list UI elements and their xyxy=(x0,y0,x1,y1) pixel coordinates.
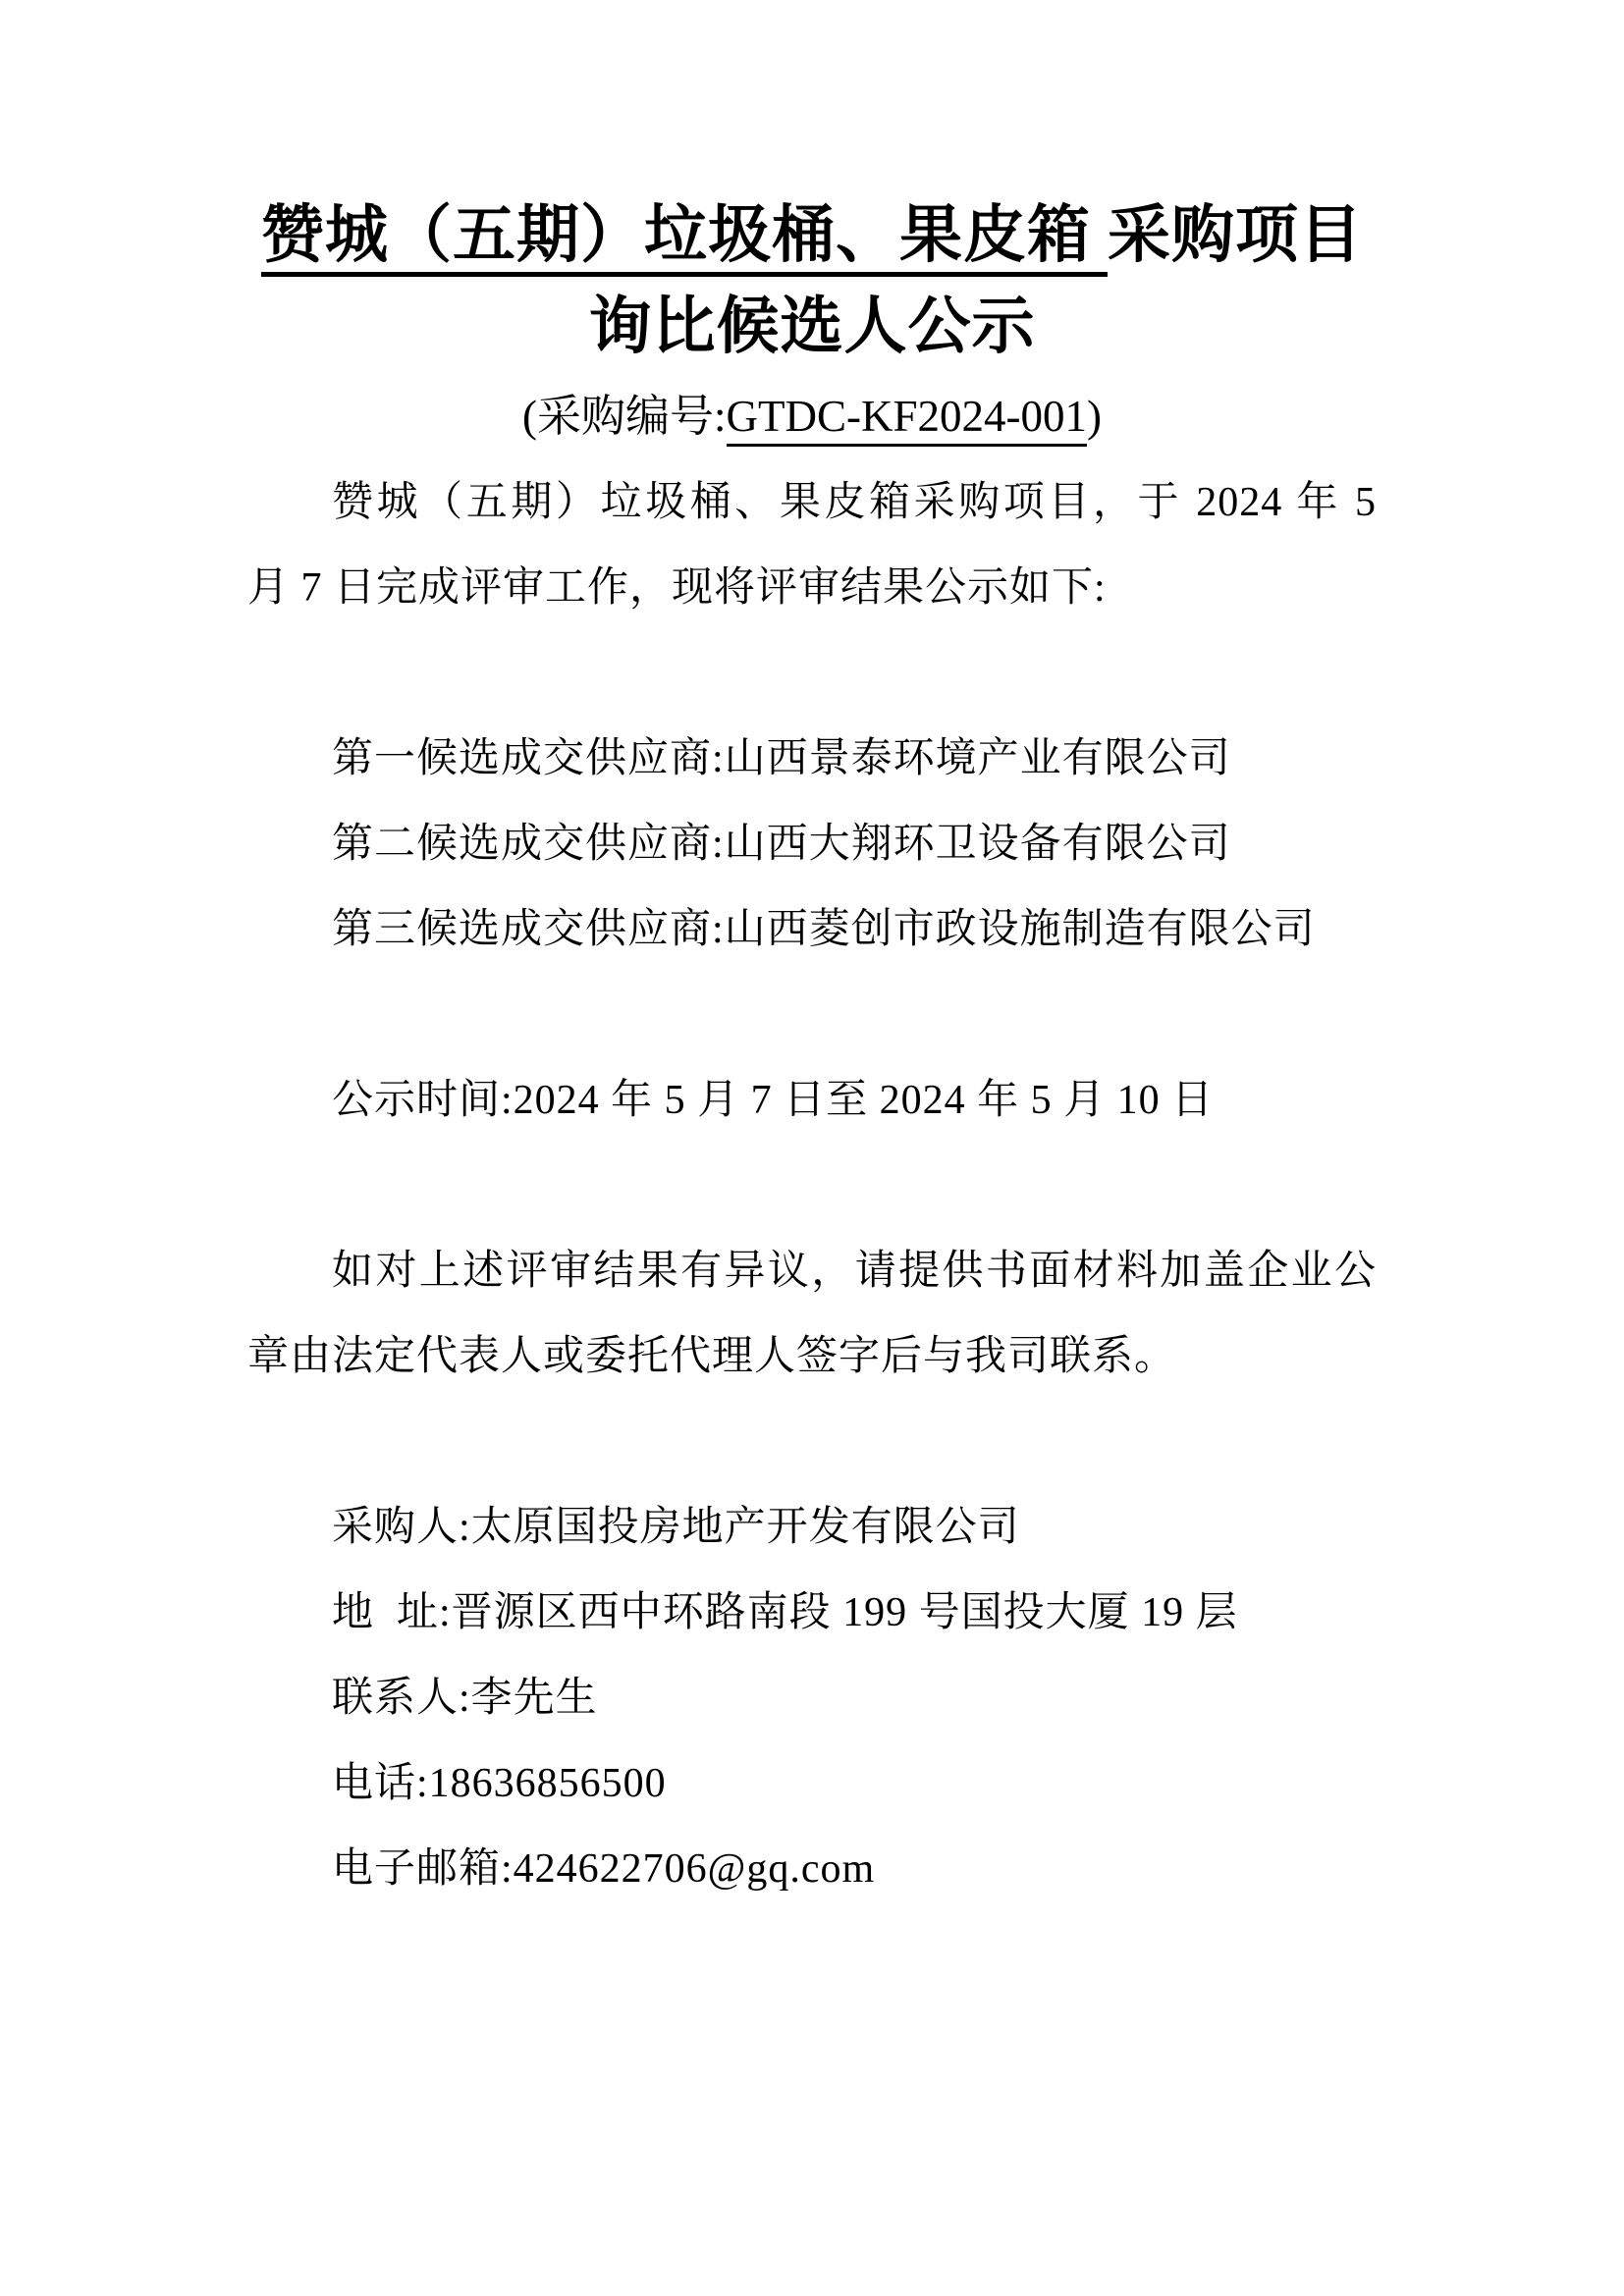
text-line: 章由法定代表人或委托代理人签字后与我司联系。 xyxy=(247,1334,1177,1379)
text-line xyxy=(247,1144,1377,1229)
text-line: 电子邮箱:424622706@gq.com xyxy=(332,1846,876,1892)
document-title-line-1 xyxy=(247,189,1377,281)
text-line: 第一候选成交供应商:山西景泰环境产业有限公司 xyxy=(332,736,1231,781)
text-line: 联系人:李先生 xyxy=(332,1676,598,1721)
text-line: 如对上述评审结果有异议，请提供书面材料加盖企业公 xyxy=(332,1249,1377,1294)
document-content xyxy=(247,189,1377,1912)
document-title-line-2: 询比候选人公示 xyxy=(588,292,1036,361)
title-underlined-text: 赞城（五期）垃圾桶、果皮箱 xyxy=(261,200,1108,277)
text-line: 地 址:晋源区西中环路南段 199 号国投大厦 19 层 xyxy=(332,1590,1238,1635)
text-line: 电话:18636856500 xyxy=(332,1761,667,1806)
text-line: 采购人:太原国投房地产开发有限公司 xyxy=(332,1505,1020,1550)
reference-prefix: (采购编号: xyxy=(522,392,727,441)
text-line: 公示时间:2024 年 5 月 7 日至 2024 年 5 月 10 日 xyxy=(332,1078,1215,1123)
text-line: 赞城（五期）垃圾桶、果皮箱采购项目，于 2024 年 5 xyxy=(332,480,1377,525)
title-rest-text: 采购项目 xyxy=(1108,200,1363,270)
text-line: 第二候选成交供应商:山西大翔环卫设备有限公司 xyxy=(332,822,1231,867)
reference-number: GTDC-KF2024-001 xyxy=(727,392,1088,447)
reference-line xyxy=(247,372,1377,460)
document-body xyxy=(247,460,1377,1912)
text-line xyxy=(247,1400,1377,1485)
reference-suffix: ) xyxy=(1087,392,1102,441)
text-line xyxy=(247,973,1377,1058)
text-line: 月 7 日完成评审工作，现将评审结果公示如下: xyxy=(247,565,1107,611)
text-line xyxy=(247,631,1377,717)
text-line: 第三候选成交供应商:山西菱创市政设施制造有限公司 xyxy=(332,907,1316,952)
